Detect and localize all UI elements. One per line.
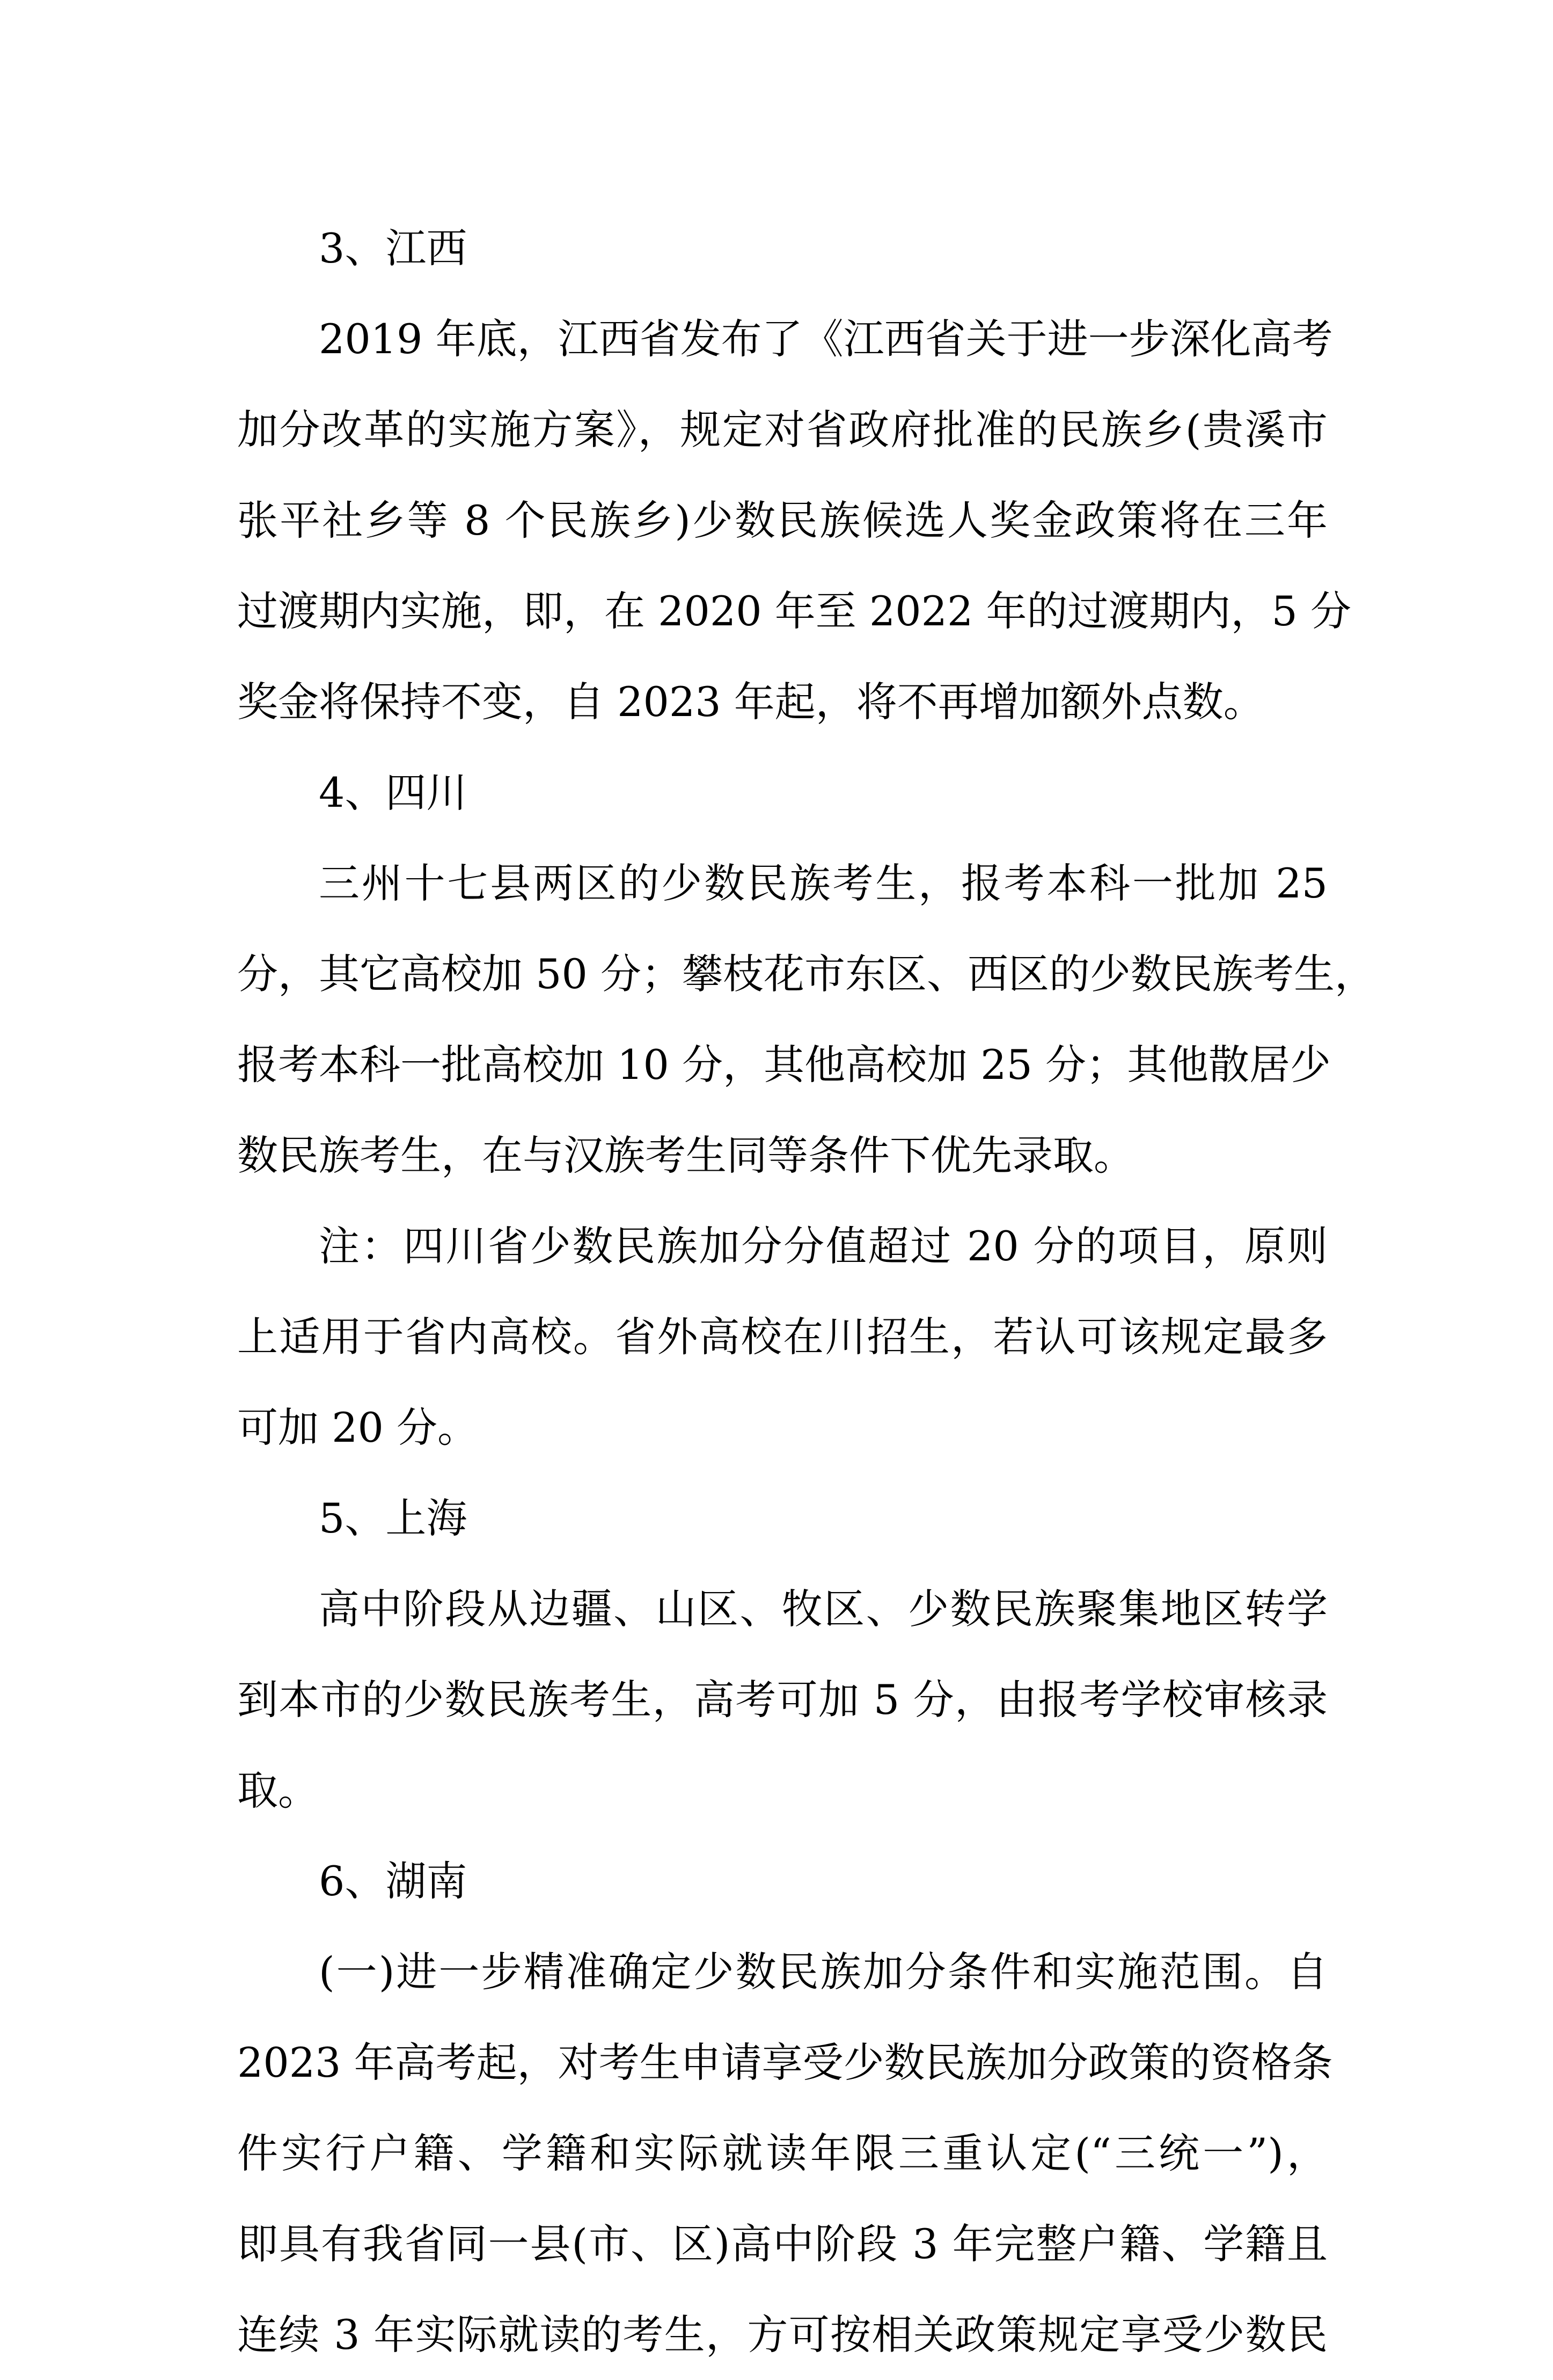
paragraph-line: 件实行户籍、学籍和实际就读年限三重认定(“三统一”)， [237,2129,1328,2177]
paragraph-line: 2019 年底，江西省发布了《江西省关于进一步深化高考 [319,315,1333,363]
note-line: 可加 20 分。 [237,1404,479,1451]
paragraph-line: 到本市的少数民族考生，高考可加 5 分，由报考学校审核录 [237,1676,1328,1724]
paragraph-line: 张平社乡等 8 个民族乡)少数民族候选人奖金政策将在三年 [237,497,1328,544]
note-line: 上适用于省内高校。省外高校在川招生，若认可该规定最多 [237,1313,1328,1361]
section-heading-sichuan: 4、四川 [319,769,467,816]
section-heading-hunan: 6、湖南 [319,1857,467,1905]
paragraph-line: 分，其它高校加 50 分；攀枝花市东区、西区的少数民族考生， [237,950,1376,998]
note-line: 注：四川省少数民族加分分值超过 20 分的项目，原则 [319,1222,1328,1270]
paragraph-line: 连续 3 年实际就读的考生，方可按相关政策规定享受少数民 [237,2311,1328,2359]
paragraph-line: 报考本科一批高校加 10 分，其他高校加 25 分；其他散居少 [237,1041,1331,1089]
paragraph-line: 取。 [237,1766,319,1814]
paragraph-line: 高中阶段从边疆、山区、牧区、少数民族聚集地区转学 [319,1585,1328,1633]
paragraph-line: 加分改革的实施方案》，规定对省政府批准的民族乡(贵溪市 [237,406,1328,454]
section-heading-jiangxi: 3、江西 [319,224,467,272]
paragraph-line: 数民族考生，在与汉族考生同等条件下优先录取。 [237,1131,1134,1179]
paragraph-line: 奖金将保持不变，自 2023 年起，将不再增加额外点数。 [237,678,1264,726]
section-heading-shanghai: 5、上海 [319,1494,467,1542]
paragraph-line: 三州十七县两区的少数民族考生，报考本科一批加 25 [319,859,1328,907]
document-body [237,203,1376,2380]
paragraph-line: 即具有我省同一县(市、区)高中阶段 3 年完整户籍、学籍且 [237,2220,1328,2268]
paragraph-line: (一)进一步精准确定少数民族加分条件和实施范围。自 [319,1948,1328,1996]
paragraph-line: 2023 年高考起，对考生申请享受少数民族加分政策的资格条 [237,2039,1333,2086]
paragraph-line: 过渡期内实施，即，在 2020 年至 2022 年的过渡期内，5 分 [237,587,1351,635]
